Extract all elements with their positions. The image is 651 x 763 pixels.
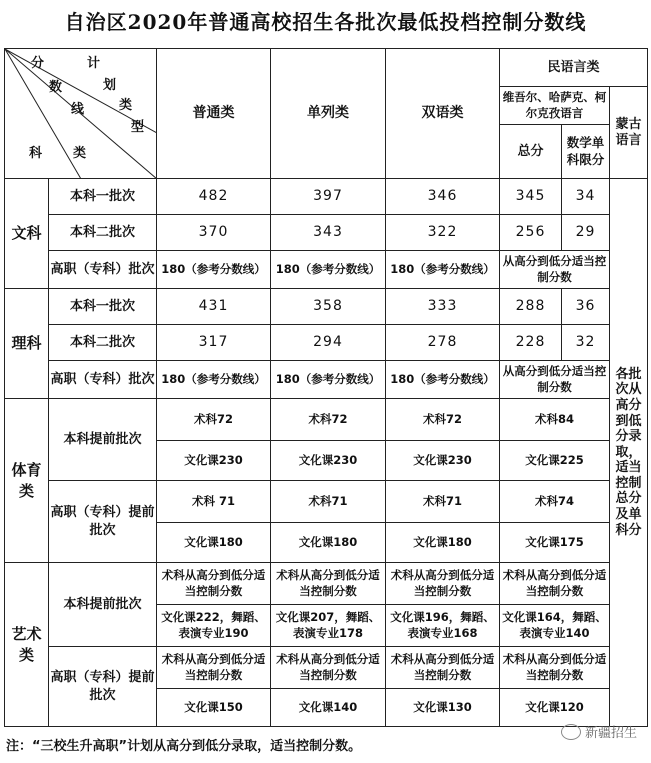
batch-label: 高职（专科）批次 bbox=[49, 361, 157, 399]
batch-label: 高职（专科）提前批次 bbox=[49, 481, 157, 563]
score-cell: 288 bbox=[500, 289, 562, 325]
col-header-menggu: 蒙古语言 bbox=[610, 87, 648, 179]
score-cell: 256 bbox=[500, 215, 562, 251]
score-cell: 文化课230 bbox=[386, 441, 500, 481]
score-cell: 文化课230 bbox=[271, 441, 386, 481]
batch-label: 本科一批次 bbox=[49, 289, 157, 325]
score-cell: 文化课222，舞蹈、表演专业190 bbox=[157, 605, 271, 647]
score-cell: 文化课225 bbox=[500, 441, 610, 481]
score-cell: 文化课150 bbox=[157, 689, 271, 727]
score-cell: 文化课175 bbox=[500, 523, 610, 563]
wechat-icon bbox=[561, 724, 581, 740]
score-cell: 术科从高分到低分适当控制分数 bbox=[386, 647, 500, 689]
score-cell: 文化课180 bbox=[157, 523, 271, 563]
section-tiyu: 体育类 bbox=[5, 399, 49, 563]
score-cell: 术科72 bbox=[386, 399, 500, 441]
score-cell: 294 bbox=[271, 325, 386, 361]
score-cell: 文化课130 bbox=[386, 689, 500, 727]
batch-label: 本科提前批次 bbox=[49, 563, 157, 647]
score-cell: 文化课230 bbox=[157, 441, 271, 481]
score-cell: 180（参考分数线） bbox=[271, 251, 386, 289]
diag-ji: 计 bbox=[87, 56, 101, 71]
score-cell: 322 bbox=[386, 215, 500, 251]
batch-label: 高职（专科）批次 bbox=[49, 251, 157, 289]
menggu-note: 各批次从高分到低分录取，适当控制总分及单科分 bbox=[610, 179, 648, 727]
score-cell: 317 bbox=[157, 325, 271, 361]
score-cell: 术科 71 bbox=[157, 481, 271, 523]
col-header-shuangyu: 双语类 bbox=[386, 49, 500, 179]
score-cell: 228 bbox=[500, 325, 562, 361]
header-diagonal-cell bbox=[5, 49, 157, 179]
col-header-danlie: 单列类 bbox=[271, 49, 386, 179]
batch-label: 本科二批次 bbox=[49, 325, 157, 361]
col-header-weiwuer: 维吾尔、哈萨克、柯尔克孜语言 bbox=[500, 87, 610, 125]
score-cell: 文化课140 bbox=[271, 689, 386, 727]
score-cell: 397 bbox=[271, 179, 386, 215]
page-title: 自治区2020年普通高校招生各批次最低投档控制分数线 bbox=[64, 10, 587, 34]
score-cell: 482 bbox=[157, 179, 271, 215]
score-cell: 文化课207，舞蹈、表演专业178 bbox=[271, 605, 386, 647]
score-cell: 278 bbox=[386, 325, 500, 361]
diag-lei: 类 bbox=[119, 98, 133, 113]
section-wenke: 文科 bbox=[5, 179, 49, 289]
diag-fen: 分 bbox=[31, 56, 45, 71]
score-cell: 文化课180 bbox=[386, 523, 500, 563]
score-cell: 333 bbox=[386, 289, 500, 325]
section-yishu: 艺术类 bbox=[5, 563, 49, 727]
score-cell: 术科从高分到低分适当控制分数 bbox=[386, 563, 500, 605]
batch-label: 本科一批次 bbox=[49, 179, 157, 215]
score-cell: 29 bbox=[562, 215, 610, 251]
score-cell: 180（参考分数线） bbox=[386, 251, 500, 289]
diag-ke: 科 bbox=[29, 146, 43, 161]
batch-label: 高职（专科）提前批次 bbox=[49, 647, 157, 727]
score-cell: 术科从高分到低分适当控制分数 bbox=[157, 647, 271, 689]
diag-hua: 划 bbox=[103, 78, 117, 93]
score-cell: 术科84 bbox=[500, 399, 610, 441]
score-cell: 文化课120 bbox=[500, 689, 610, 727]
score-cell: 文化课164，舞蹈、表演专业140 bbox=[500, 605, 610, 647]
diag-shu: 数 bbox=[49, 80, 63, 95]
score-cell: 343 bbox=[271, 215, 386, 251]
section-like: 理科 bbox=[5, 289, 49, 399]
score-cell: 358 bbox=[271, 289, 386, 325]
score-cell: 180（参考分数线） bbox=[157, 251, 271, 289]
watermark-text: 新疆招生 bbox=[584, 726, 637, 741]
score-cell: 从高分到低分适当控制分数 bbox=[500, 251, 610, 289]
score-cell: 32 bbox=[562, 325, 610, 361]
score-cell: 180（参考分数线） bbox=[157, 361, 271, 399]
col-header-zongfen: 总分 bbox=[500, 125, 562, 179]
score-cell: 术科从高分到低分适当控制分数 bbox=[271, 563, 386, 605]
score-cell: 370 bbox=[157, 215, 271, 251]
score-cell: 34 bbox=[562, 179, 610, 215]
score-cell: 术科72 bbox=[271, 399, 386, 441]
diag-kelei: 类 bbox=[73, 146, 87, 161]
col-header-minyuyan: 民语言类 bbox=[500, 49, 648, 87]
score-cell: 36 bbox=[562, 289, 610, 325]
score-cell: 术科74 bbox=[500, 481, 610, 523]
batch-label: 本科二批次 bbox=[49, 215, 157, 251]
score-cell: 346 bbox=[386, 179, 500, 215]
diag-xing: 型 bbox=[131, 120, 145, 135]
score-cell: 文化课180 bbox=[271, 523, 386, 563]
diag-xian: 线 bbox=[71, 102, 85, 117]
score-cell: 术科从高分到低分适当控制分数 bbox=[500, 647, 610, 689]
score-cell: 术科从高分到低分适当控制分数 bbox=[271, 647, 386, 689]
watermark bbox=[561, 722, 637, 741]
batch-label: 本科提前批次 bbox=[49, 399, 157, 481]
score-cell: 从高分到低分适当控制分数 bbox=[500, 361, 610, 399]
score-cell: 180（参考分数线） bbox=[271, 361, 386, 399]
footnote: 注：“三校生升高职”计划从高分到低分录取，适当控制分数。 bbox=[6, 739, 362, 754]
score-cell: 180（参考分数线） bbox=[386, 361, 500, 399]
score-cell: 345 bbox=[500, 179, 562, 215]
score-table bbox=[4, 48, 648, 727]
col-header-shuxue: 数学单科限分 bbox=[562, 125, 610, 179]
score-cell: 431 bbox=[157, 289, 271, 325]
score-cell: 文化课196，舞蹈、表演专业168 bbox=[386, 605, 500, 647]
score-cell: 术科71 bbox=[271, 481, 386, 523]
score-cell: 术科72 bbox=[157, 399, 271, 441]
score-cell: 术科从高分到低分适当控制分数 bbox=[500, 563, 610, 605]
score-cell: 术科从高分到低分适当控制分数 bbox=[157, 563, 271, 605]
score-cell: 术科71 bbox=[386, 481, 500, 523]
col-header-putong: 普通类 bbox=[157, 49, 271, 179]
